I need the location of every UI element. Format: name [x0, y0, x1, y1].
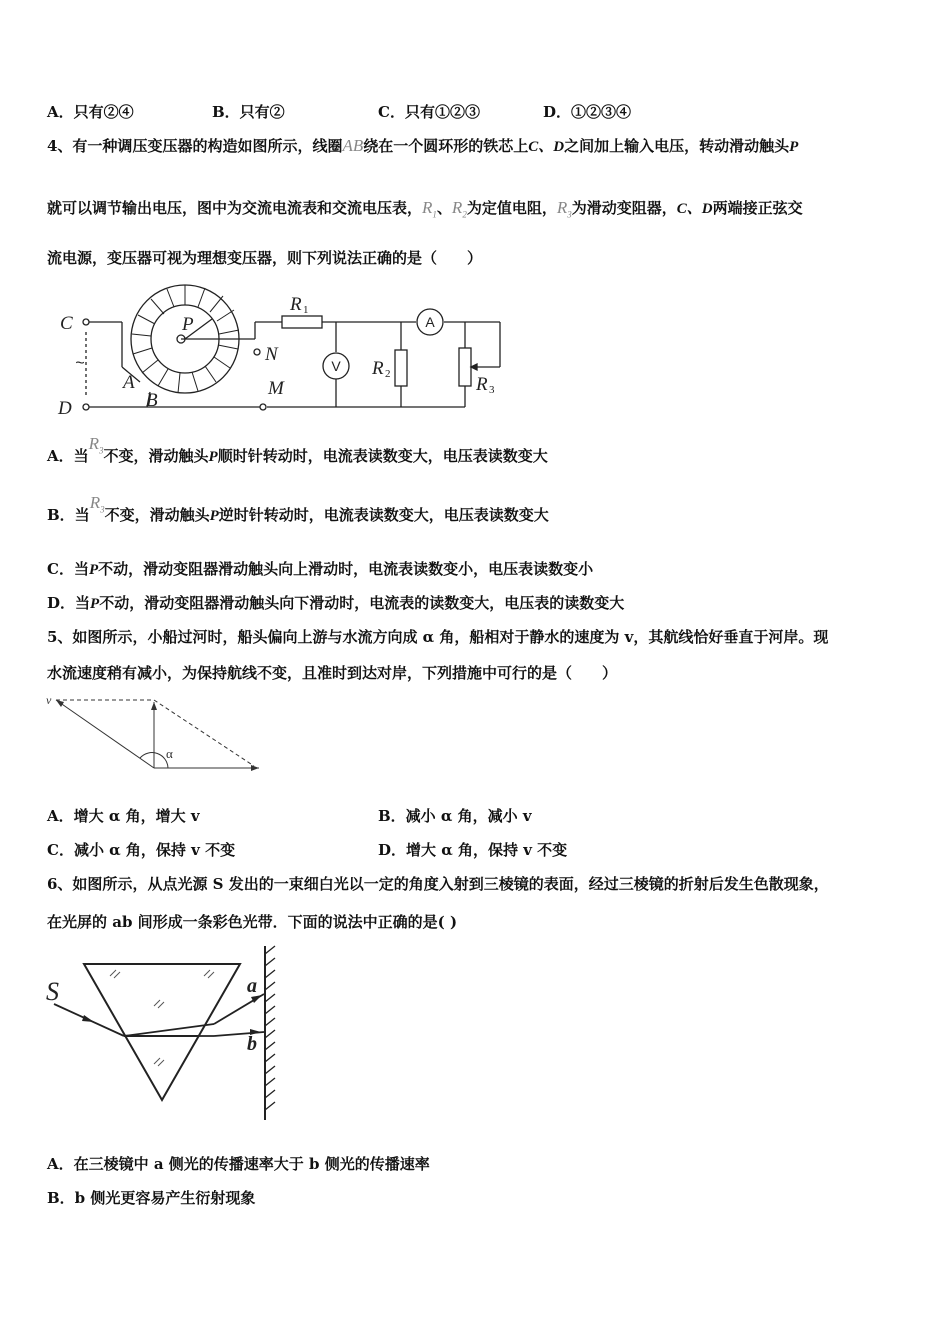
svg-text:1: 1 — [303, 304, 309, 316]
q6-stem-line1: 6、如图所示，从点光源 S 发出的一束细白光以一定的角度入射到三棱镜的表面，经过三棱镜的折射后发生色散现象， — [47, 875, 829, 893]
label-n: N — [265, 344, 278, 365]
q5-stem-line2: 水流速度稍有减小，为保持航线不变，且准时到达对岸，下列措施中可行的是（ ） — [47, 664, 618, 682]
q4-stem-line1: 4、有一种调压变压器的构造如图所示，线圈AB绕在一个圆环形的铁芯上C、D之间加上输入电压，转动滑动触头P — [47, 136, 799, 155]
label-m: M — [268, 378, 284, 399]
q5-stem-line1: 5、如图所示，小船过河时，船头偏向上游与水流方向成 α 角，船相对于静水的速度为 v，其航线恰好垂直于河岸。现 — [47, 628, 829, 646]
r1-symbol: $R_1$ — [422, 198, 437, 220]
q5-option-d: D．增大 α 角，保持 v 不变 — [378, 841, 568, 859]
label-r2: R — [372, 358, 384, 379]
r2-symbol: $R_2$ — [451, 198, 467, 220]
ammeter-icon: A — [425, 314, 435, 330]
prism-dispersion-figure — [44, 944, 284, 1124]
label-r3: R — [476, 374, 488, 395]
q3-option-a: A．只有②④ — [47, 103, 134, 121]
q4-option-d: D．当P不动，滑动变阻器滑动触头向下滑动时，电流表的读数变大，电压表的读数变大 — [47, 594, 625, 612]
ab-symbol: AB — [342, 136, 364, 155]
label-c: C — [60, 313, 73, 334]
q6-stem-line2: 在光屏的 ab 间形成一条彩色光带．下面的说法中正确的是( ) — [47, 913, 458, 931]
svg-text:2: 2 — [385, 368, 391, 380]
q3-option-d: D．①②③④ — [543, 103, 632, 121]
transformer-circuit-figure — [50, 282, 510, 422]
label-s: S — [46, 977, 59, 1006]
q3-option-c: C．只有①②③ — [378, 103, 480, 121]
q4-option-c: C．当P不动，滑动变阻器滑动触头向上滑动时，电流表读数变小，电压表读数变小 — [47, 560, 594, 578]
q4-stem-line2: 就可以调节输出电压，图中为交流电流表和交流电压表，$R_1$、$R_2$为定值电阻，$R_3$为滑动变阻器，C、D两端接正弦交 — [47, 198, 803, 220]
voltmeter-icon: V — [331, 358, 341, 374]
q5-option-b: B．减小 α 角，减小 v — [378, 807, 532, 825]
label-d: D — [58, 398, 72, 419]
label-alpha: α — [166, 746, 173, 761]
label-a: A — [123, 372, 135, 393]
label-b: B — [146, 390, 158, 411]
label-r1: R — [290, 294, 302, 315]
ac-source-icon: ~ — [75, 355, 85, 372]
boat-velocity-figure — [44, 690, 264, 780]
q6-option-b: B．b 侧光更容易产生衍射现象 — [47, 1189, 256, 1207]
label-p: P — [182, 314, 194, 335]
q6-option-a: A．在三棱镜中 a 侧光的传播速率大于 b 侧光的传播速率 — [47, 1155, 430, 1173]
q5-option-c: C．减小 α 角，保持 v 不变 — [47, 841, 236, 859]
q4-stem-line3: 流电源，变压器可视为理想变压器，则下列说法正确的是（ ） — [47, 249, 483, 267]
r3-symbol: $R_3$ — [556, 198, 572, 220]
svg-text:3: 3 — [489, 384, 495, 396]
label-a: a — [247, 975, 257, 997]
q4-option-b: B．当$R_3$不变，滑动触头P逆时针转动时，电流表读数变大，电压表读数变大 — [47, 493, 549, 524]
q4-option-a: A．当$R_3$不变，滑动触头P顺时针转动时，电流表读数变大，电压表读数变大 — [47, 434, 548, 465]
q5-option-a: A．增大 α 角，增大 v — [47, 807, 200, 825]
q3-option-b: B．只有② — [212, 103, 285, 121]
label-b: b — [247, 1033, 257, 1055]
label-v: v — [46, 693, 52, 707]
